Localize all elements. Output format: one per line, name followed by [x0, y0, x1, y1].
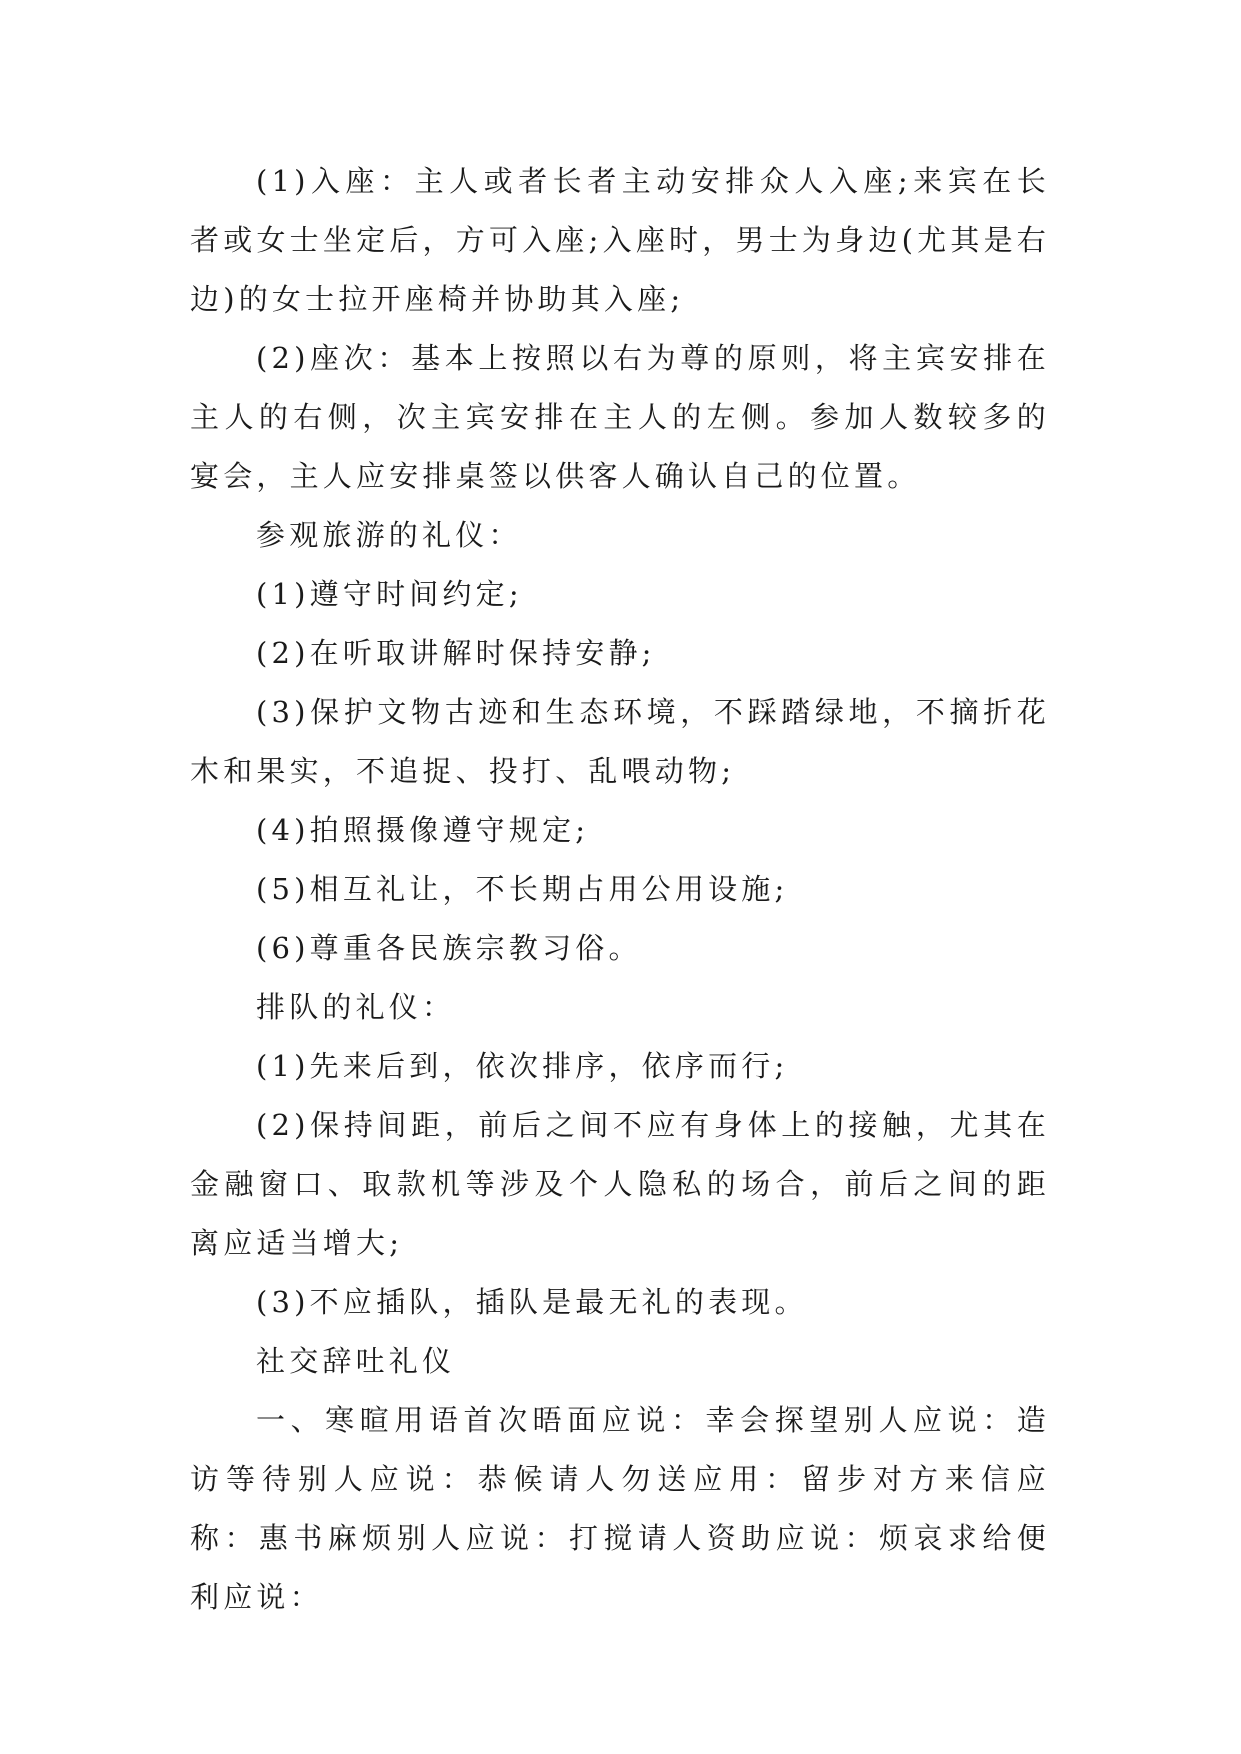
paragraph-greetings: 一、寒暄用语首次晤面应说：幸会探望别人应说：造访等待别人应说：恭候请人勿送应用：留步对方来信应称：惠书麻烦别人应说：打搅请人资助应说：烦哀求给便利应说： [190, 1403, 1050, 1614]
list-item: (2)在听取讲解时保持安静; [256, 636, 656, 670]
heading-queue-etiquette: 排队的礼仪： [256, 990, 456, 1024]
heading-speech-etiquette: 社交辞吐礼仪 [256, 1344, 456, 1378]
list-item: (6)尊重各民族宗教习俗。 [256, 931, 642, 965]
document-page [190, 152, 1050, 1627]
list-item: (5)相互礼让，不长期占用公用设施; [256, 872, 789, 906]
list-item: (3)不应插队，插队是最无礼的表现。 [256, 1285, 808, 1319]
heading-sightseeing-etiquette: 参观旅游的礼仪： [256, 518, 522, 552]
list-item: (1)遵守时间约定; [256, 577, 523, 611]
list-item: (4)拍照摄像遵守规定; [256, 813, 590, 847]
list-item: (3)保护文物古迹和生态环境，不踩踏绿地，不摘折花木和果实，不追捉、投打、乱喂动物; [190, 695, 1050, 788]
list-item: (1)先来后到，依次排序，依序而行; [256, 1049, 789, 1083]
paragraph-seat-order: (2)座次：基本上按照以右为尊的原则，将主宾安排在主人的右侧，次主宾安排在主人的左侧。参加人数较多的宴会，主人应安排桌签以供客人确认自己的位置。 [190, 341, 1050, 493]
paragraph-seating: (1)入座：主人或者长者主动安排众人入座;来宾在长者或女士坐定后，方可入座;入座时，男士为身边(尤其是右边)的女士拉开座椅并协助其入座; [190, 164, 1050, 316]
list-item: (2)保持间距，前后之间不应有身体上的接触，尤其在金融窗口、取款机等涉及个人隐私的场合，前后之间的距离应适当增大; [190, 1108, 1050, 1260]
